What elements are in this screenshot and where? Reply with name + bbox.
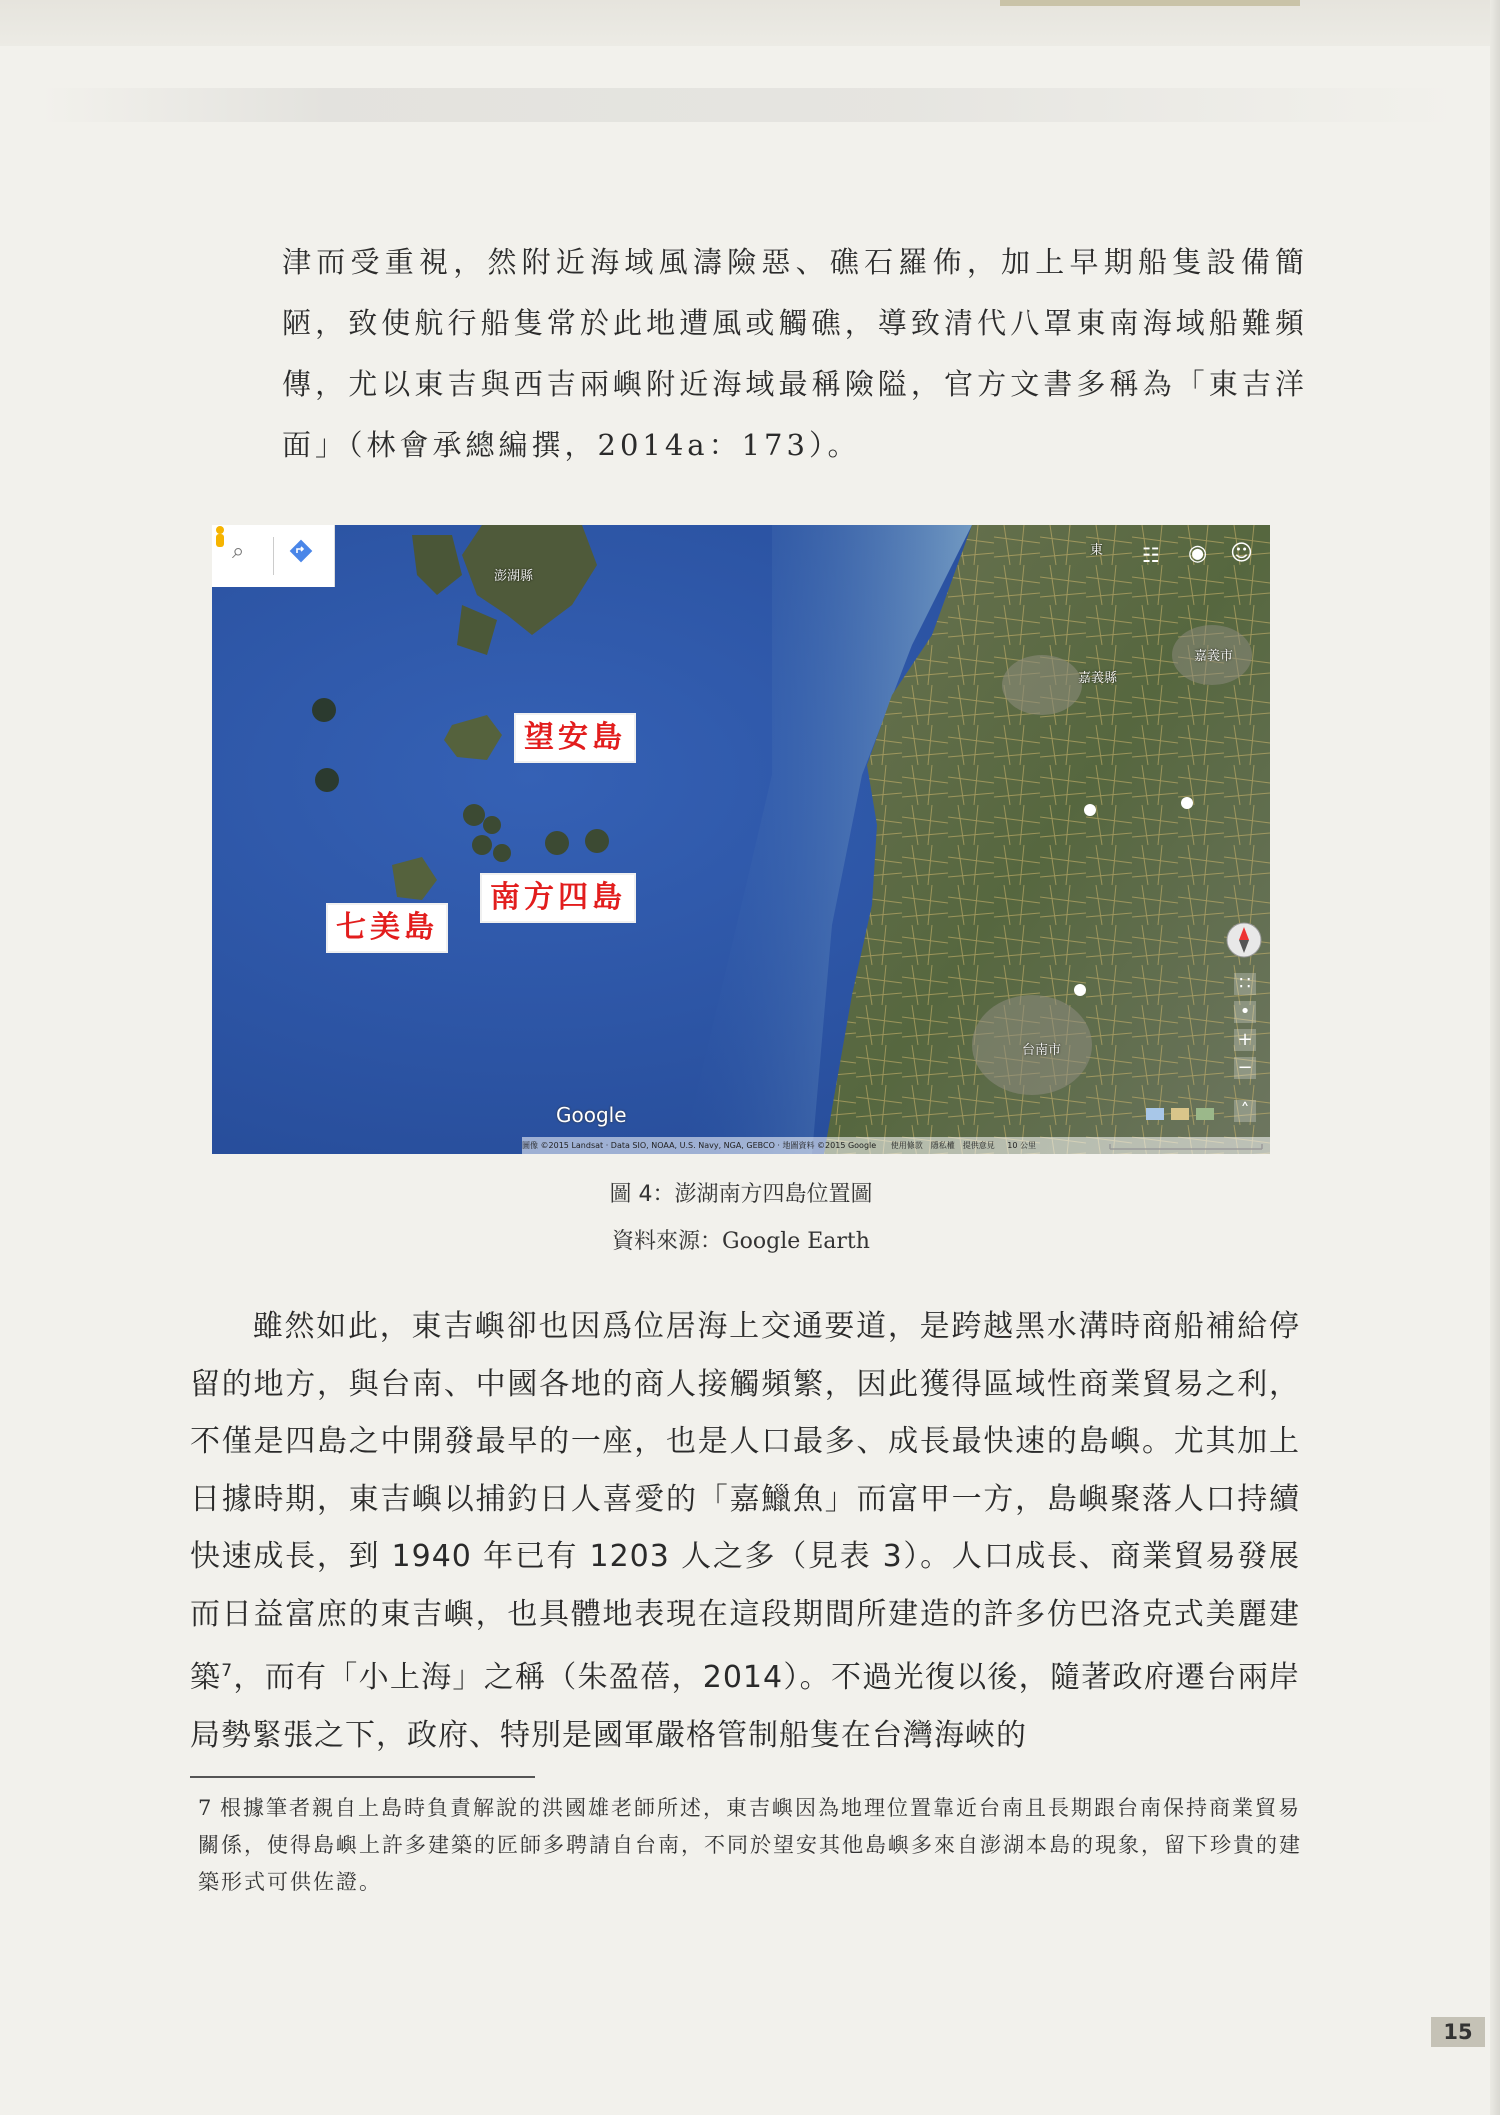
scale-label: 10 公里 [1007, 1141, 1036, 1150]
south-four-islet-3 [472, 835, 492, 855]
place-penghu: 澎湖縣 [494, 569, 534, 584]
islet-1 [312, 698, 336, 722]
satellite-map [212, 525, 1270, 1154]
islet-2 [315, 768, 339, 792]
zoom-out-button[interactable]: − [1234, 1057, 1256, 1079]
body-paragraph-main-cont: ，而有「小上海」之稱（朱盈蓓，2014）。不過光復以後，隨著政府遷台兩岸局勢緊張之下，政府、特別是國軍嚴格管制船隻在台灣海峽的 [190, 1660, 1300, 1753]
south-four-islet-5 [545, 831, 569, 855]
expand-chevron-icon[interactable]: ˄ [1234, 1100, 1256, 1122]
zoom-in-button[interactable]: + [1234, 1029, 1256, 1051]
map-marker-1[interactable] [1084, 804, 1096, 816]
label-wangan-island: 望安島 [514, 713, 636, 763]
map-attribution [522, 1137, 1270, 1154]
map-marker-2[interactable] [1181, 797, 1193, 809]
notifications-icon[interactable]: ◉ [1188, 541, 1208, 566]
account-icon[interactable]: ☺ [1230, 541, 1253, 566]
south-four-islet-4 [493, 844, 511, 862]
map-grid-control-icon[interactable]: ∷ [1234, 973, 1256, 995]
map-search-box[interactable] [212, 525, 335, 587]
place-dong: 東 [1090, 543, 1104, 558]
label-qimei-island: 七美島 [326, 903, 448, 953]
layer-thumbnails[interactable] [1146, 1105, 1216, 1124]
search-icon[interactable]: ⌕ [232, 539, 245, 564]
map-figure [212, 525, 1270, 1154]
map-marker-3[interactable] [1074, 984, 1086, 996]
apps-grid-icon[interactable]: ☷ [1142, 543, 1160, 567]
footnote-reference[interactable]: 7 [221, 1661, 234, 1681]
my-location-icon[interactable]: • [1234, 1001, 1256, 1023]
page-edge-shadow [1490, 0, 1500, 2115]
body-paragraph-main [190, 1298, 1300, 1764]
layer-thumb-2[interactable] [1171, 1108, 1189, 1120]
footnote-number: 7 [198, 1796, 214, 1820]
figure-caption: 圖 4：澎湖南方四島位置圖 [609, 1182, 873, 1207]
body-paragraph-main-text: 雖然如此，東吉嶼卻也因爲位居海上交通要道，是跨越黑水溝時商船補給停留的地方，與台南、中國各地的商人接觸頻繁，因此獲得區域性商業貿易之利，不僅是四島之中開發最早的一座，也是人口最多、成長最快速的島嶼。尤其加上日據時期，東吉嶼以捕釣日人喜愛的「嘉鱲魚」而富甲一方，島嶼聚落人口持續快速成長，到 1940 年已有 1203 人之多（見表 3）。人口成長、商業貿易發展而日益富庶的東吉嶼，也具體地表現在這段期間所建造的許多仿巴洛克式美麗建築 [190, 1309, 1300, 1695]
layer-thumb-1[interactable] [1146, 1108, 1164, 1120]
label-south-four-islands: 南方四島 [480, 873, 636, 923]
page-number: 15 [1431, 2017, 1485, 2047]
page-top-band [0, 0, 1500, 46]
attribution-links[interactable]: 使用條款 隱私權 提供意見 [890, 1141, 995, 1150]
south-four-islet-6 [585, 829, 609, 853]
south-four-islet-2 [483, 816, 501, 834]
body-paragraph-top: 津而受重視，然附近海域風濤險惡、礁石羅佈，加上早期船隻設備簡陋，致使航行船隻常於此地遭風或觸礁，導致清代八罩東南海域船難頻傳，尤以東吉與西吉兩嶼附近海域最稱險隘，官方文書多稱為「東吉洋面」（林會承總編撰，2014a：173）。 [282, 245, 1308, 462]
attribution-text: 圖像 ©2015 Landsat · Data SIO, NOAA, U.S. Navy, NGA, GEBCO · 地圖資料 ©2015 Google [522, 1141, 877, 1150]
south-four-islet-1 [463, 804, 485, 826]
footnote-rule [190, 1776, 535, 1778]
scan-smudge [40, 88, 1460, 122]
place-chiayi-city: 嘉義市 [1194, 649, 1234, 664]
place-tainan: 台南市 [1022, 1043, 1062, 1058]
pegman-icon[interactable] [212, 525, 228, 549]
page-top-stripe [1000, 0, 1300, 6]
google-logo: Google [556, 1103, 627, 1127]
place-chiayi-county: 嘉義縣 [1078, 671, 1118, 686]
footnote [198, 1790, 1303, 1901]
directions-icon[interactable] [288, 538, 314, 564]
figure-source: 資料來源：Google Earth [612, 1229, 870, 1254]
search-separator [273, 537, 274, 575]
urban-chiayi [1002, 655, 1082, 715]
layer-thumb-3[interactable] [1196, 1108, 1214, 1120]
footnote-text: 根據筆者親自上島時負責解說的洪國雄老師所述，東吉嶼因為地理位置靠近台南且長期跟台南保持商業貿易關係，使得島嶼上許多建築的匠師多聘請自台南，不同於望安其他島嶼多來自澎湖本島的現象，留下珍貴的建築形式可供佐證。 [198, 1796, 1302, 1894]
